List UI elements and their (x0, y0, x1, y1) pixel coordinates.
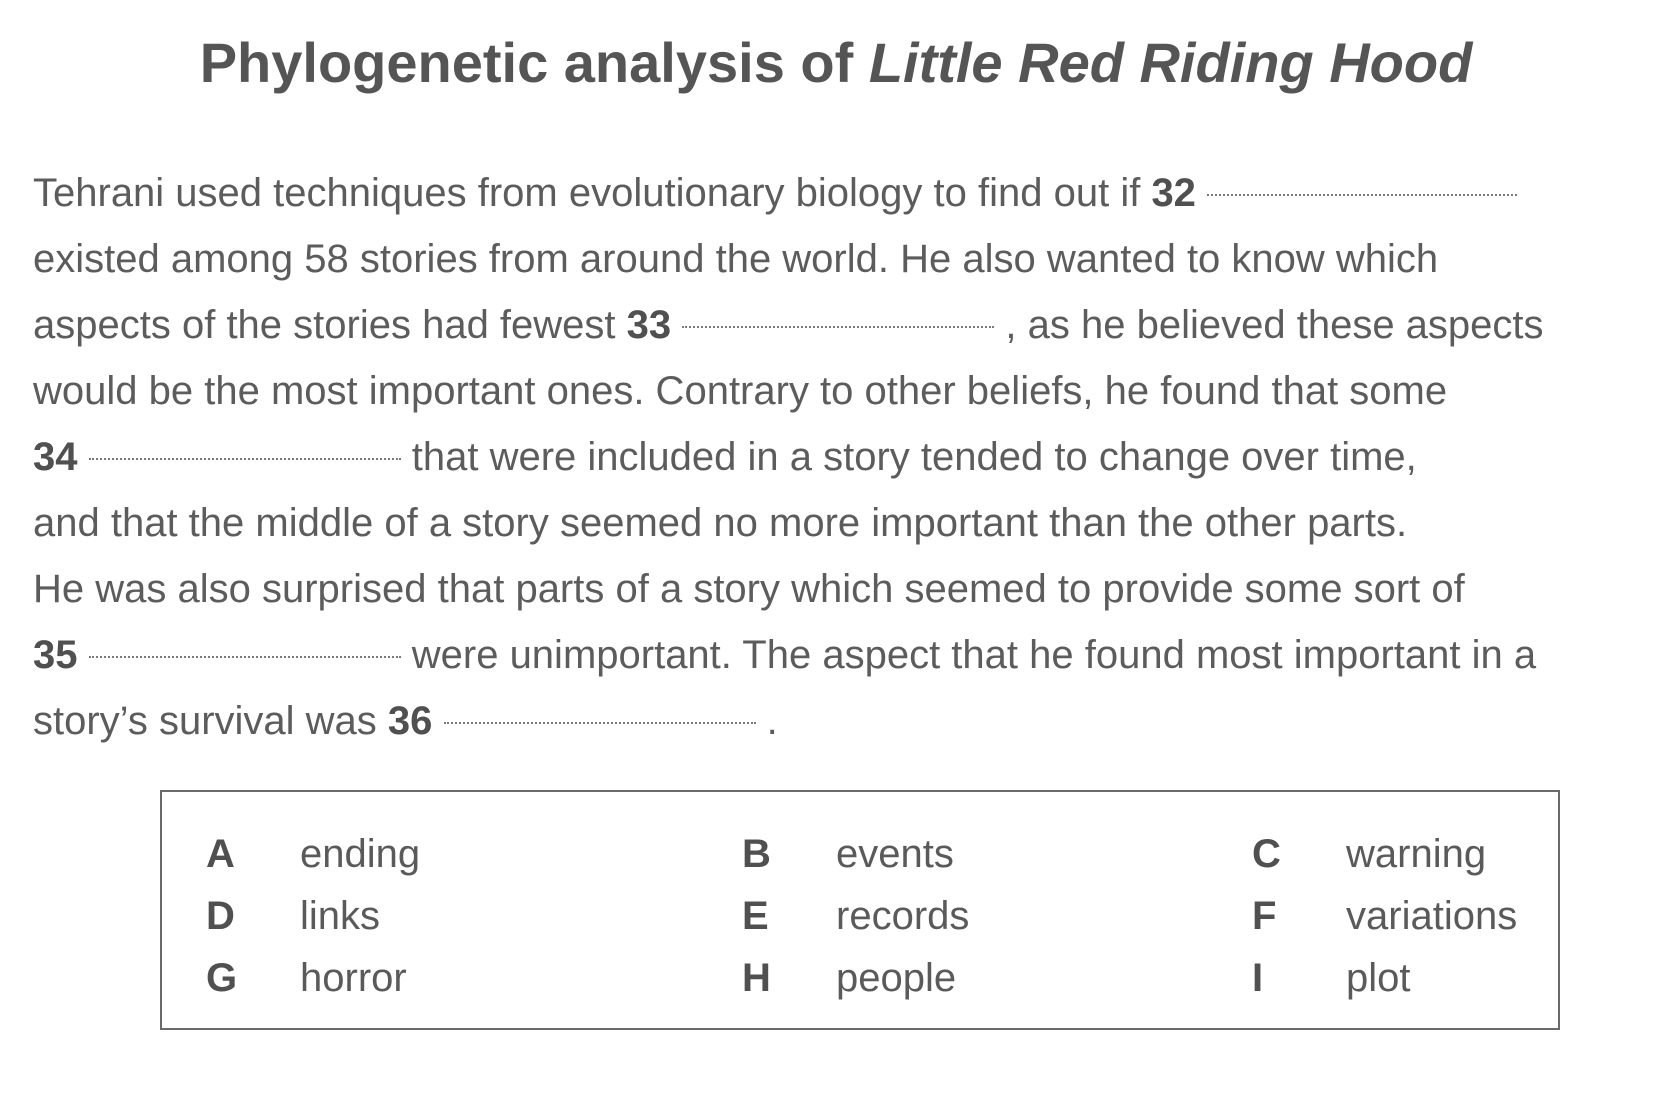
answer-blank-33[interactable] (682, 324, 994, 328)
option-letter: E (742, 894, 769, 938)
paragraph-line-5 (33, 424, 1653, 490)
option-word: warning (1346, 832, 1487, 876)
question-number-33: 33 (626, 303, 672, 347)
answer-blank-34[interactable] (89, 456, 401, 460)
option-letter: F (1252, 894, 1277, 938)
question-number-34: 34 (33, 435, 78, 479)
word-options-box (160, 790, 1560, 1030)
paragraph-line-6 (33, 490, 1653, 556)
question-number-36: 36 (387, 699, 433, 743)
option-letter: G (206, 956, 238, 1000)
answer-blank-35[interactable] (89, 654, 401, 658)
answer-blank-36[interactable] (444, 720, 756, 724)
option-letter: D (206, 894, 235, 938)
paragraph-text: story’s survival was (33, 699, 388, 743)
option-word: plot (1346, 956, 1411, 1000)
option-word: records (836, 894, 970, 938)
paragraph-line-9 (33, 688, 1653, 754)
paragraph-line-8 (33, 622, 1653, 688)
option-word: links (300, 894, 381, 938)
paragraph-line-1 (33, 160, 1653, 226)
paragraph-text: . (766, 699, 778, 743)
paragraph-text: and that the middle of a story seemed no more important than the other parts. (33, 501, 1408, 545)
option-letter: C (1252, 832, 1281, 876)
title-italic: Little Red Riding Hood (868, 31, 1473, 94)
paragraph-text: , as he believed these aspects (1005, 303, 1544, 347)
question-number-35: 35 (33, 633, 78, 677)
option-word: events (836, 832, 954, 876)
paragraph-text: would be the most important ones. Contrary to other beliefs, he found that some (33, 369, 1448, 413)
paragraph-line-4 (33, 358, 1653, 424)
paragraph-line-3 (33, 292, 1653, 358)
option-letter: A (206, 832, 235, 876)
option-letter: I (1252, 956, 1264, 1000)
answer-blank-32[interactable] (1207, 192, 1517, 196)
summary-paragraph (33, 160, 1653, 754)
question-number-32: 32 (1151, 171, 1196, 215)
paragraph-text: He was also surprised that parts of a story which seemed to provide some sort of (33, 567, 1465, 611)
option-word: ending (300, 832, 421, 876)
option-word: people (836, 956, 957, 1000)
page-title (0, 30, 1672, 95)
option-word: horror (300, 956, 407, 1000)
option-letter: H (742, 956, 771, 1000)
paragraph-text: existed among 58 stories from around the world. He also wanted to know which (33, 237, 1439, 281)
paragraph-text: aspects of the stories had fewest (33, 303, 627, 347)
title-prefix: Phylogenetic analysis of (199, 31, 869, 94)
paragraph-text: were unimportant. The aspect that he found most important in a (411, 633, 1537, 677)
option-word: variations (1346, 894, 1518, 938)
paragraph-text: that were included in a story tended to change over time, (411, 435, 1417, 479)
paragraph-text: Tehrani used techniques from evolutionary biology to find out if (33, 171, 1152, 215)
option-letter: B (742, 832, 771, 876)
paragraph-line-2 (33, 226, 1653, 292)
paragraph-line-7 (33, 556, 1653, 622)
